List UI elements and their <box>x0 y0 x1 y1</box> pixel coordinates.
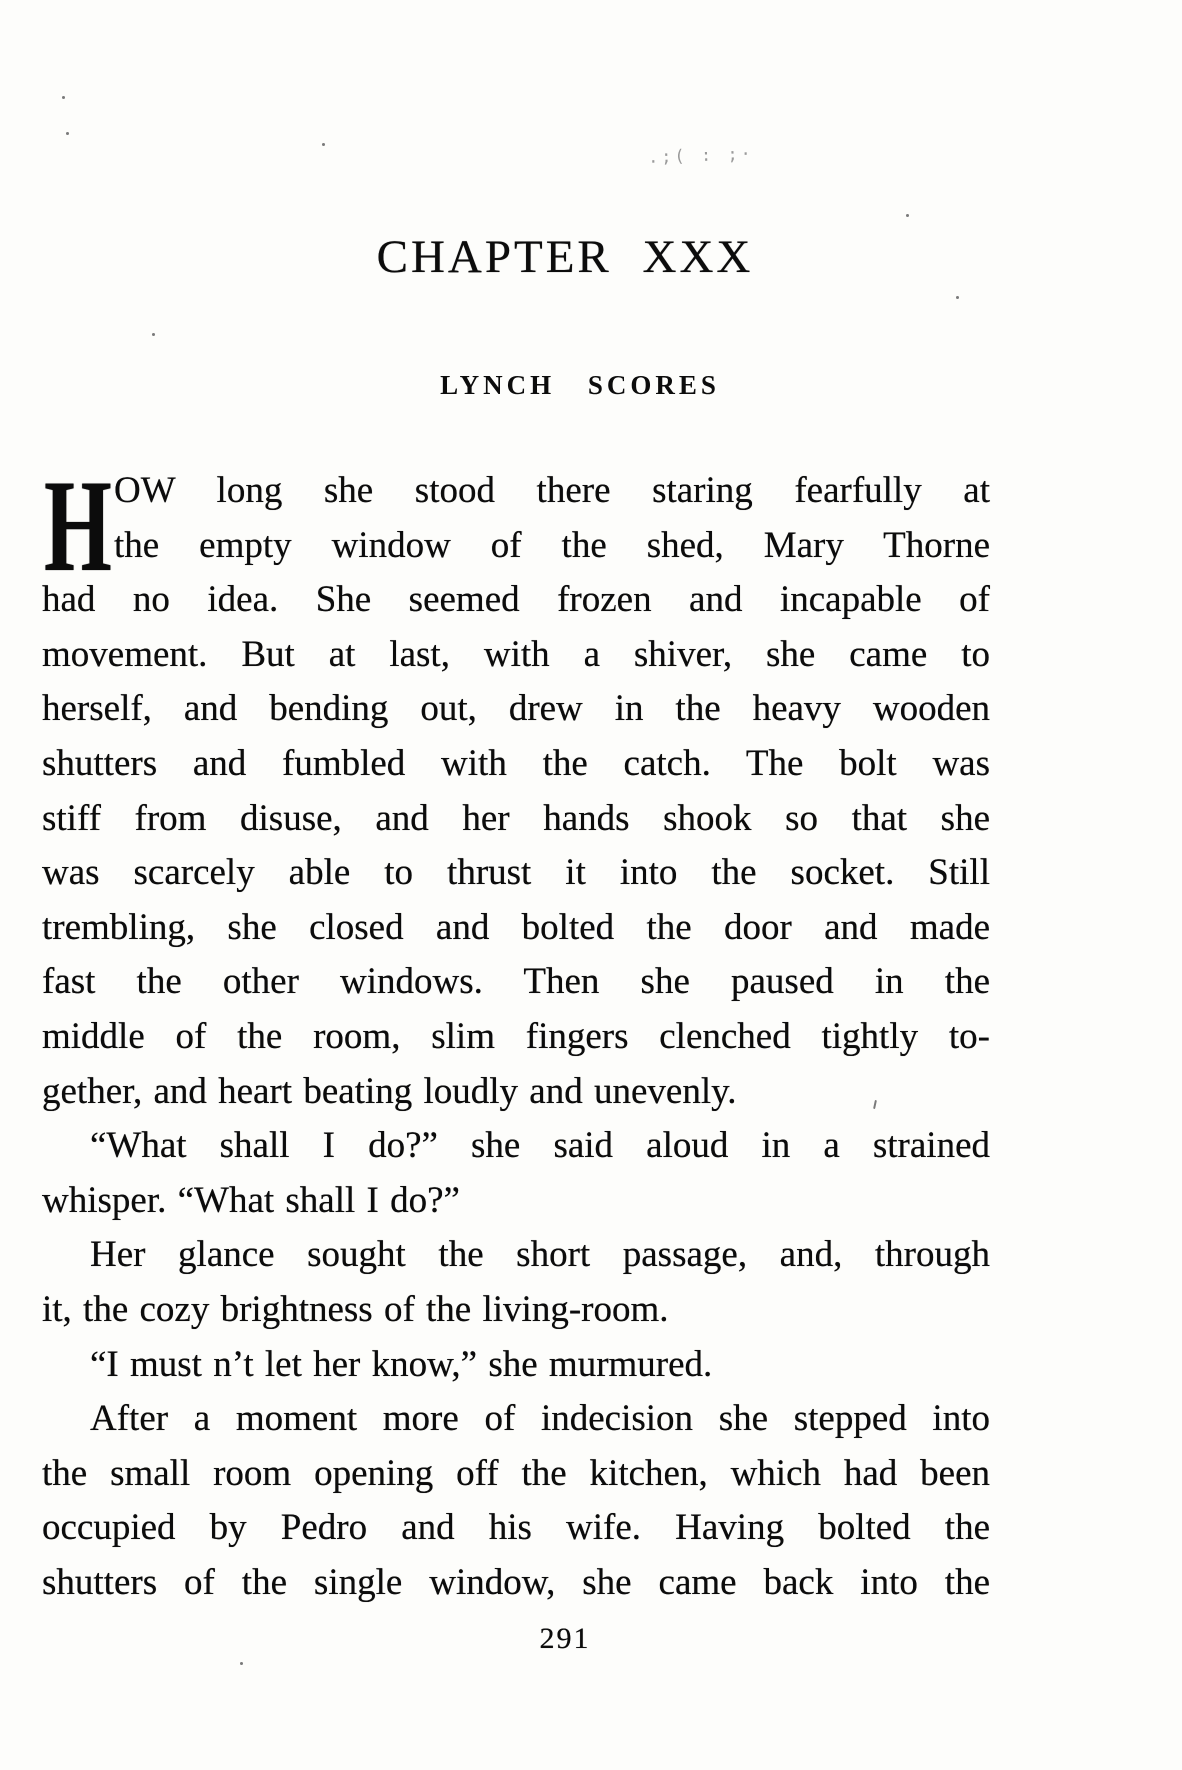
body-line: gether, and heart beating loudly and unevenly. <box>42 1070 737 1112</box>
body-line: trembling, she closed and bolted the door and made <box>42 906 990 948</box>
body-line: OW long she stood there staring fearfully at <box>114 470 990 511</box>
scan-smudge-artifact: .;( : ;· <box>647 144 755 168</box>
body-line: occupied by Pedro and his wife. Having bolted the <box>42 1507 990 1549</box>
section-heading: LYNCH SCORES <box>440 370 720 400</box>
chapter-heading: CHAPTER XXX <box>376 231 754 283</box>
body-text <box>42 452 990 1610</box>
scan-speck <box>906 214 909 217</box>
body-line: middle of the room, slim fingers clenched tightly to- <box>42 1015 990 1057</box>
scan-speck <box>322 143 325 146</box>
drop-cap: H <box>44 452 112 599</box>
body-line: “I must n’t let her know,” she murmured. <box>90 1343 713 1385</box>
body-line: “What shall I do?” she said aloud in a strained <box>90 1125 990 1167</box>
body-line: was scarcely able to thrust it into the socket. Still <box>42 852 990 894</box>
body-line: whisper. “What shall I do?” <box>42 1179 460 1221</box>
body-line: the empty window of the shed, Mary Thorne <box>114 524 990 566</box>
scan-speck <box>62 96 65 99</box>
body-line: Her glance sought the short passage, and, through <box>90 1234 990 1276</box>
body-line: herself, and bending out, drew in the heavy wooden <box>42 688 990 730</box>
body-line: the small room opening off the kitchen, which had been <box>42 1452 990 1494</box>
body-line: shutters and fumbled with the catch. The bolt was <box>42 742 990 784</box>
scan-speck <box>152 333 155 336</box>
scan-speck <box>956 296 959 299</box>
page-number: 291 <box>539 1622 591 1655</box>
body-line: movement. But at last, with a shiver, she came to <box>42 633 990 675</box>
body-line: shutters of the single window, she came back into the <box>42 1561 990 1603</box>
body-line: fast the other windows. Then she paused in the <box>42 961 990 1003</box>
body-line: had no idea. She seemed frozen and incapable of <box>42 579 990 621</box>
body-line: stiff from disuse, and her hands shook so that she <box>42 797 990 839</box>
body-line: it, the cozy brightness of the living-room. <box>42 1288 669 1330</box>
body-line: After a moment more of indecision she stepped into <box>90 1398 990 1440</box>
scan-speck <box>66 132 69 135</box>
scan-speck <box>240 1662 243 1665</box>
